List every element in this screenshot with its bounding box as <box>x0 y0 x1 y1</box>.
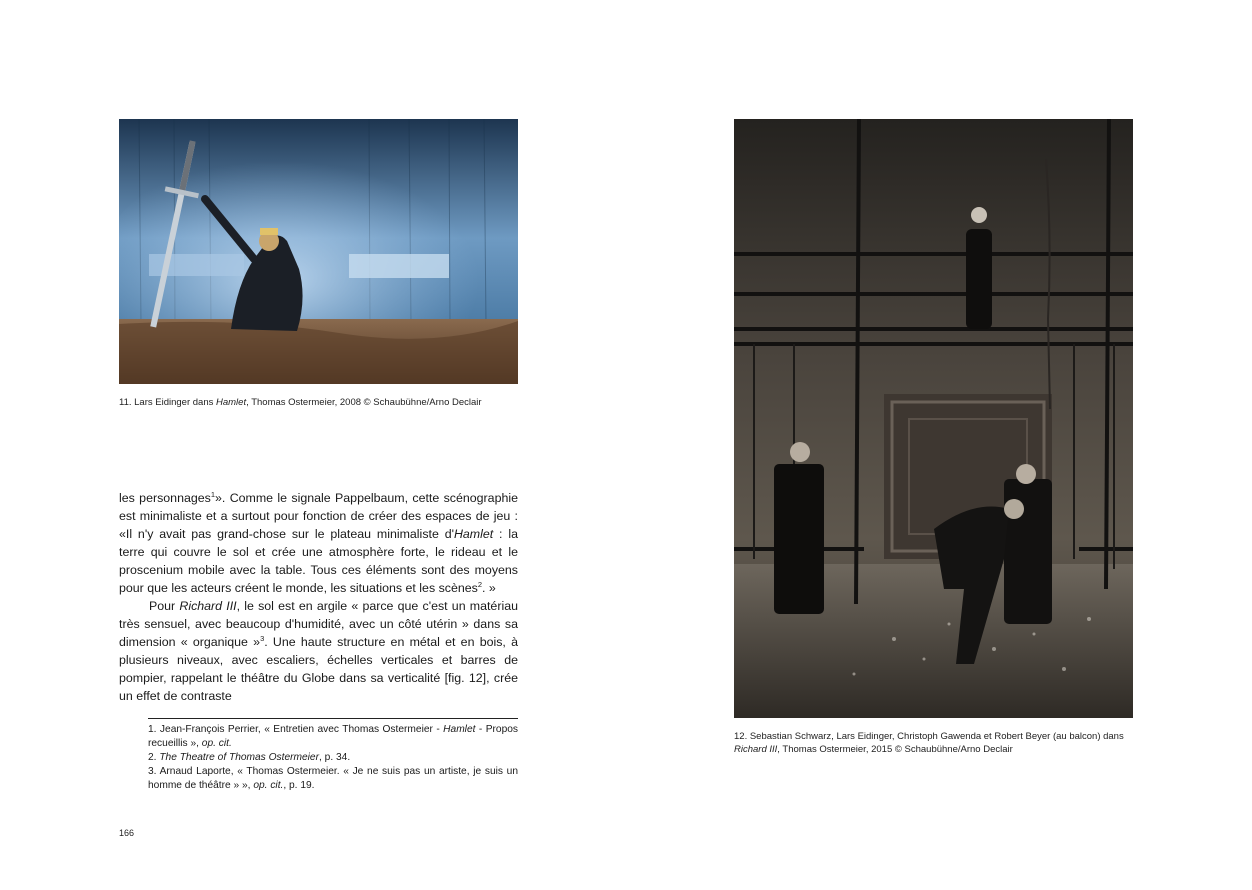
caption-prefix: 11. Lars Eidinger dans <box>119 397 216 408</box>
text-run: . Une haute structure en métal et en bois, à plusieurs niveaux, avec escaliers, échelles verticales et barres de pompier, rappelant le théâtre du Globe dans sa verticalité [fig. 12], crée un effet de contraste <box>119 635 518 703</box>
caption-suffix: , Thomas Ostermeier, 2008 © Schaubühne/Arno Declair <box>246 397 482 408</box>
text-run: : la terre qui couvre le sol et crée une atmosphère forte, le rideau et le proscenium mobile avec la table. Tous ces éléments sont des moyens pour que les acteurs créent le monde, les situations et les scènes <box>119 527 518 595</box>
italic-title: Hamlet <box>453 527 494 541</box>
text-run: 3. Arnaud Laporte, « Thomas Ostermeier. « Je ne suis pas un artiste, je suis un homme de théâtre » », <box>148 766 518 791</box>
italic-title: The Theatre of Thomas Ostermeier <box>159 752 319 763</box>
page-number: 166 <box>119 828 135 838</box>
figure-12-caption <box>734 730 1134 756</box>
text-run: Pour <box>149 599 180 613</box>
figure-11-caption <box>119 396 519 409</box>
paragraph-1 <box>119 489 518 597</box>
footnote-3 <box>148 765 518 793</box>
caption-title: Hamlet <box>216 397 247 408</box>
text-run: , le sol est en argile « parce que c'est un matériau très sensuel, avec beaucoup d'humidité, avec un côté utérin » dans sa dimension « organique » <box>119 599 518 649</box>
caption-title: Richard III <box>734 744 778 755</box>
footnote-ref-1: 1 <box>210 490 216 499</box>
footnote-ref-3: 3 <box>260 634 265 643</box>
body-text <box>119 489 518 705</box>
photo-hamlet <box>119 119 518 384</box>
italic-title: Richard III <box>179 599 237 613</box>
text-run: les personnages <box>119 491 211 505</box>
text-run: 2. <box>148 752 160 763</box>
photo-richard-iii-image <box>734 119 1133 718</box>
footnote-ref-2: 2 <box>477 580 483 589</box>
text-run: ». Comme le signale Pappelbaum, cette scénographie est minimaliste et a surtout pour fonction de créer des espaces de jeu : «Il n'y avait pas grand-chose sur le plateau minimaliste d' <box>119 491 518 541</box>
op-cit: op. cit. <box>201 738 232 749</box>
italic-title: Hamlet <box>443 724 476 735</box>
caption-suffix: , Thomas Ostermeier, 2015 © Schaubühne/Arno Declair <box>777 744 1013 755</box>
footnotes <box>148 723 518 793</box>
text-run: , p. 34. <box>319 752 351 763</box>
text-run: . » <box>482 581 496 595</box>
op-cit: op. cit. <box>253 780 284 791</box>
text-run: 1. Jean-François Perrier, « Entretien avec Thomas Ostermeier - <box>148 724 444 735</box>
footnote-separator <box>148 718 518 719</box>
paragraph-2 <box>119 597 518 705</box>
photo-richard-iii <box>734 119 1133 718</box>
caption-prefix: 12. Sebastian Schwarz, Lars Eidinger, Christoph Gawenda et Robert Beyer (au balcon) dans <box>734 731 1124 742</box>
photo-hamlet-image <box>119 119 518 384</box>
text-run: - Propos recueillis », <box>148 724 518 749</box>
footnote-2 <box>148 751 518 765</box>
footnote-1 <box>148 723 518 751</box>
text-run: , p. 19. <box>283 780 315 791</box>
